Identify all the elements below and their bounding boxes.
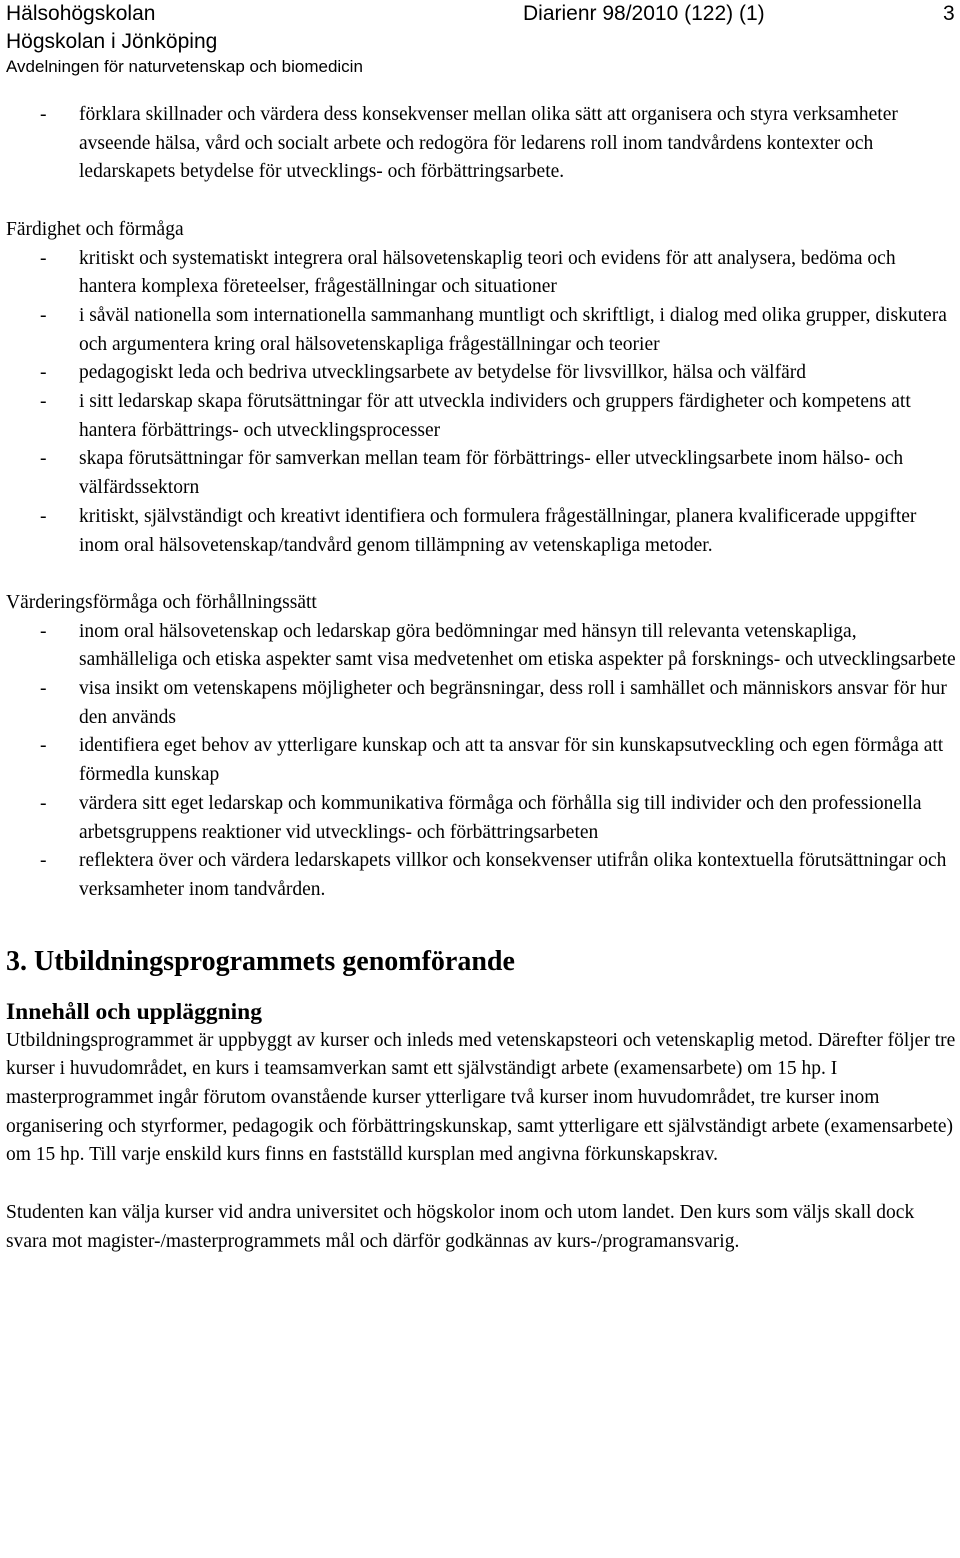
list-dash: - [40, 678, 47, 700]
list-item-text: identifiera eget behov av ytterligare kunskap och att ta ansvar för sin kunskapsutveckling och egen förmåga att förmedla kunskap [79, 735, 944, 786]
section-subheading: Innehåll och uppläggning [6, 998, 262, 1025]
list-item-text: pedagogiskt leda och bedriva utvecklingsarbete av betydelse för livsvillkor, hälsa och välfärd [79, 362, 806, 384]
list-dash: - [40, 850, 47, 872]
header-diarienummer: Diarienr 98/2010 (122) (1) [523, 2, 765, 25]
list-item [6, 302, 956, 359]
list-dash: - [40, 505, 47, 527]
list-item [6, 445, 956, 502]
list-item-text: kritiskt och systematiskt integrera oral hälsovetenskaplig teori och evidens för att analysera, bedöma och hantera komplexa företeelser, frågeställningar och situationer [79, 247, 896, 298]
document-body [6, 101, 956, 1256]
elective-paragraph: Studenten kan välja kurser vid andra universitet och högskolor inom och utom landet. Den kurs som väljs skall dock svara mot magister-/masterprogrammets mål och därför godkännas av kurs-/programansvarig. [6, 1201, 915, 1252]
list-item [6, 101, 956, 187]
list-dash: - [40, 792, 47, 814]
list-item-text: visa insikt om vetenskapens möjligheter och begränsningar, dess roll i samhället och människors ansvar för hur den används [79, 678, 947, 728]
list-dash: - [40, 362, 47, 384]
list-item-text: värdera sitt eget ledarskap och kommunikativa förmåga och förhålla sig till individer och den professionella arbetsgruppens reaktioner vid utvecklings- och förbättringsarbeten [79, 792, 922, 843]
list-item [6, 359, 956, 388]
list-item [6, 732, 956, 789]
list-item-text: reflektera över och värdera ledarskapets villkor och konsekvenser utifrån olika kontextuella förutsättningar och verksamheter inom tandvården. [79, 850, 947, 900]
list-item [6, 790, 956, 847]
list-dash: - [40, 247, 47, 269]
header-department: Avdelningen för naturvetenskap och biomedicin [6, 57, 363, 76]
skills-heading: Färdighet och förmåga [6, 218, 184, 240]
list-dash: - [40, 448, 47, 470]
list-dash: - [40, 104, 47, 125]
header-school: Hälsohögskolan [6, 2, 156, 25]
list-item-text: kritiskt, självständigt och kreativt identifiera och formulera frågeställningar, planera kvalificerade uppgifter inom oral hälsovetenskap/tandvård genom tillämpning av vetenskapliga metoder. [79, 505, 917, 556]
list-dash: - [40, 735, 47, 757]
values-heading: Värderingsförmåga och förhållningssätt [6, 591, 317, 613]
list-dash: - [40, 620, 47, 642]
list-item-text: skapa förutsättningar för samverkan mellan team för förbättrings- eller utvecklingsarbete inom hälso- och välfärdssektorn [79, 448, 904, 499]
list-item [6, 245, 956, 302]
content-paragraph: Utbildningsprogrammet är uppbyggt av kurser och inleds med vetenskapsteori och vetenskaplig metod. Därefter följer tre kurser i huvudområdet, en kurs i teamsamverkan samt ett självständigt arbete (examensarbete) om 15 hp. I masterprogrammet ingår förutom ovanstående kurser ytterligare två kurser inom huvudområdet, tre kurser inom organisering och styrformer, pedagogik och förbättringskunskap, samt ytterligare ett självständigt arbete (examensarbete) om 15 hp. Till varje enskild kurs finns en fastställd kursplan med angivna förkunskapskrav. [6, 1029, 956, 1166]
list-dash: - [40, 304, 47, 326]
page-number: 3 [943, 2, 955, 25]
list-item [6, 847, 956, 904]
page-header [6, 0, 954, 78]
list-item [6, 675, 956, 732]
list-item [6, 618, 956, 675]
header-university: Högskolan i Jönköping [6, 30, 218, 53]
list-dash: - [40, 391, 47, 413]
list-item [6, 503, 956, 560]
list-item-text: i såväl nationella som internationella sammanhang muntligt och skriftligt, i dialog med olika grupper, diskutera och argumentera kring oral hälsovetenskapliga frågeställningar och teorier [79, 304, 947, 355]
section-title: 3. Utbildningsprogrammets genomförande [6, 945, 515, 977]
list-item-text: i sitt ledarskap skapa förutsättningar för att utveckla individers och gruppers färdigheter och kompetens att hantera förbättrings- och utvecklingsprocesser [79, 391, 911, 441]
list-item [6, 388, 956, 445]
list-item-text: förklara skillnader och värdera dess konsekvenser mellan olika sätt att organisera och styra verksamheter avseende hälsa, vård och socialt arbete och redogöra för ledarens roll inom tandvårdens kontexter och ledarskapets betydelse för utvecklings- och förbättringsarbete. [79, 104, 898, 183]
list-item-text: inom oral hälsovetenskap och ledarskap göra bedömningar med hänsyn till relevanta vetenskapliga, samhälleliga och etiska aspekter samt visa medvetenhet om etiska aspekter på forsknings- och utvecklingsarbete [79, 620, 956, 671]
